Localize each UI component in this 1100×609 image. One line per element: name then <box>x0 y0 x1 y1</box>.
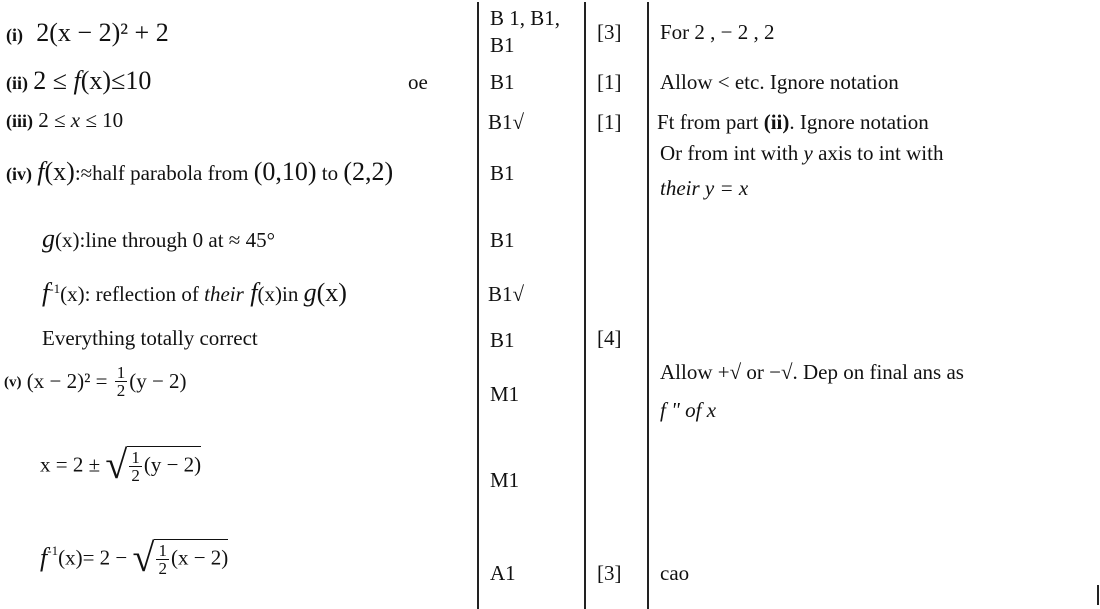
answer: (x)in <box>257 282 304 306</box>
guidance: For 2 , − 2 , 2 <box>660 20 775 44</box>
column-divider-guidance <box>647 2 649 609</box>
answer: -1 <box>49 281 61 296</box>
answer: g <box>42 224 55 253</box>
fraction <box>156 542 169 577</box>
guidance-text: Or from int with <box>660 141 804 165</box>
column-divider-marks <box>477 2 479 609</box>
part-i-row <box>6 20 169 46</box>
marks: A1 <box>490 561 516 585</box>
marks: B 1, B1, <box>490 6 561 30</box>
oe-note: oe <box>408 70 428 94</box>
answer: 2 ≤ <box>33 66 74 95</box>
answer: f <box>73 66 81 95</box>
answer: x <box>70 108 81 132</box>
square-root: √ $\frac{1}{2}$ (y − 2) <box>105 442 202 487</box>
fraction <box>129 449 142 484</box>
answer: f <box>37 157 45 186</box>
guidance-text: (ii) <box>763 110 790 134</box>
answer: to <box>316 161 344 185</box>
answer: :≈half parabola from <box>74 161 254 185</box>
marks: B1 <box>490 328 515 352</box>
total-marks: [4] <box>597 326 622 350</box>
page-edge-mark <box>1097 585 1099 605</box>
total-marks: [3] <box>597 561 622 585</box>
answer: Everything totally correct <box>42 326 258 350</box>
denominator: 2 <box>131 466 140 485</box>
part-label: (i) <box>6 25 23 45</box>
guidance: f " of x <box>660 398 717 422</box>
answer: f <box>40 543 48 572</box>
guidance: Allow < etc. Ignore notation <box>660 70 899 94</box>
part-v-line-2 <box>40 442 202 487</box>
answer: -1 <box>47 542 59 558</box>
guidance <box>660 143 943 164</box>
marks: B1 <box>490 70 515 94</box>
answer: (y − 2) <box>143 452 202 477</box>
answer: x = 2 ± <box>40 452 106 477</box>
total-marks: [1] <box>597 110 622 134</box>
answer: 2(x − 2)² + 2 <box>36 18 169 47</box>
part-ii-row <box>6 68 151 94</box>
guidance-text: . Ignore notation <box>789 110 929 134</box>
total-marks: [1] <box>597 70 622 94</box>
answer: (2,2) <box>343 157 394 186</box>
square-root: √ $\frac{1}{2}$ (x − 2) <box>132 535 229 580</box>
answer: (x): reflection of <box>60 282 205 306</box>
guidance: Allow +√ or −√. Dep on final ans as <box>660 360 964 384</box>
answer: ≤ 10 <box>80 108 124 132</box>
guidance <box>657 112 929 133</box>
marks: B1 <box>490 228 515 252</box>
guidance-text: y <box>803 141 813 165</box>
answer: (x)≤10 <box>80 66 152 95</box>
part-iv-line-1 <box>6 159 393 185</box>
part-v-line-1 <box>4 364 187 399</box>
part-label: (iii) <box>6 111 33 131</box>
numerator: 1 <box>158 541 167 560</box>
answer: (x − 2) <box>170 545 229 570</box>
part-iii-row <box>6 110 123 131</box>
marks: B1 <box>490 33 515 57</box>
answer: their <box>204 282 244 306</box>
answer: (0,10) <box>253 157 317 186</box>
answer: (x) <box>316 278 347 307</box>
answer: (x − 2)² = <box>26 369 113 393</box>
answer: (y − 2) <box>129 369 187 393</box>
answer: f <box>243 278 258 307</box>
answer: 2 ≤ <box>38 108 71 132</box>
fraction <box>115 364 128 399</box>
marks: B1√ <box>488 110 525 134</box>
denominator: 2 <box>158 559 167 578</box>
guidance: cao <box>660 561 690 585</box>
part-iv-line-3 <box>42 280 347 306</box>
column-divider-totals <box>584 2 586 609</box>
answer: (x)= 2 − <box>58 545 133 570</box>
numerator: 1 <box>116 363 126 382</box>
part-label: (ii) <box>6 73 28 93</box>
part-label: (v) <box>4 374 22 391</box>
guidance-text: Ft from part <box>657 110 764 134</box>
total-marks: [3] <box>597 20 622 44</box>
answer: (x):line through 0 at ≈ 45° <box>55 228 275 252</box>
answer: (x) <box>44 157 75 186</box>
guidance-text: axis to int with <box>812 141 944 165</box>
numerator: 1 <box>131 448 140 467</box>
denominator: 2 <box>116 381 126 400</box>
marks: M1 <box>490 382 520 406</box>
marks: M1 <box>490 468 520 492</box>
marks: B1√ <box>488 282 525 306</box>
answer: f <box>42 278 50 307</box>
part-v-line-3 <box>40 535 229 580</box>
part-iv-line-2 <box>42 226 275 252</box>
guidance: their y = x <box>660 176 749 200</box>
part-label: (iv) <box>6 164 32 184</box>
answer: g <box>303 278 317 307</box>
marks: B1 <box>490 161 515 185</box>
